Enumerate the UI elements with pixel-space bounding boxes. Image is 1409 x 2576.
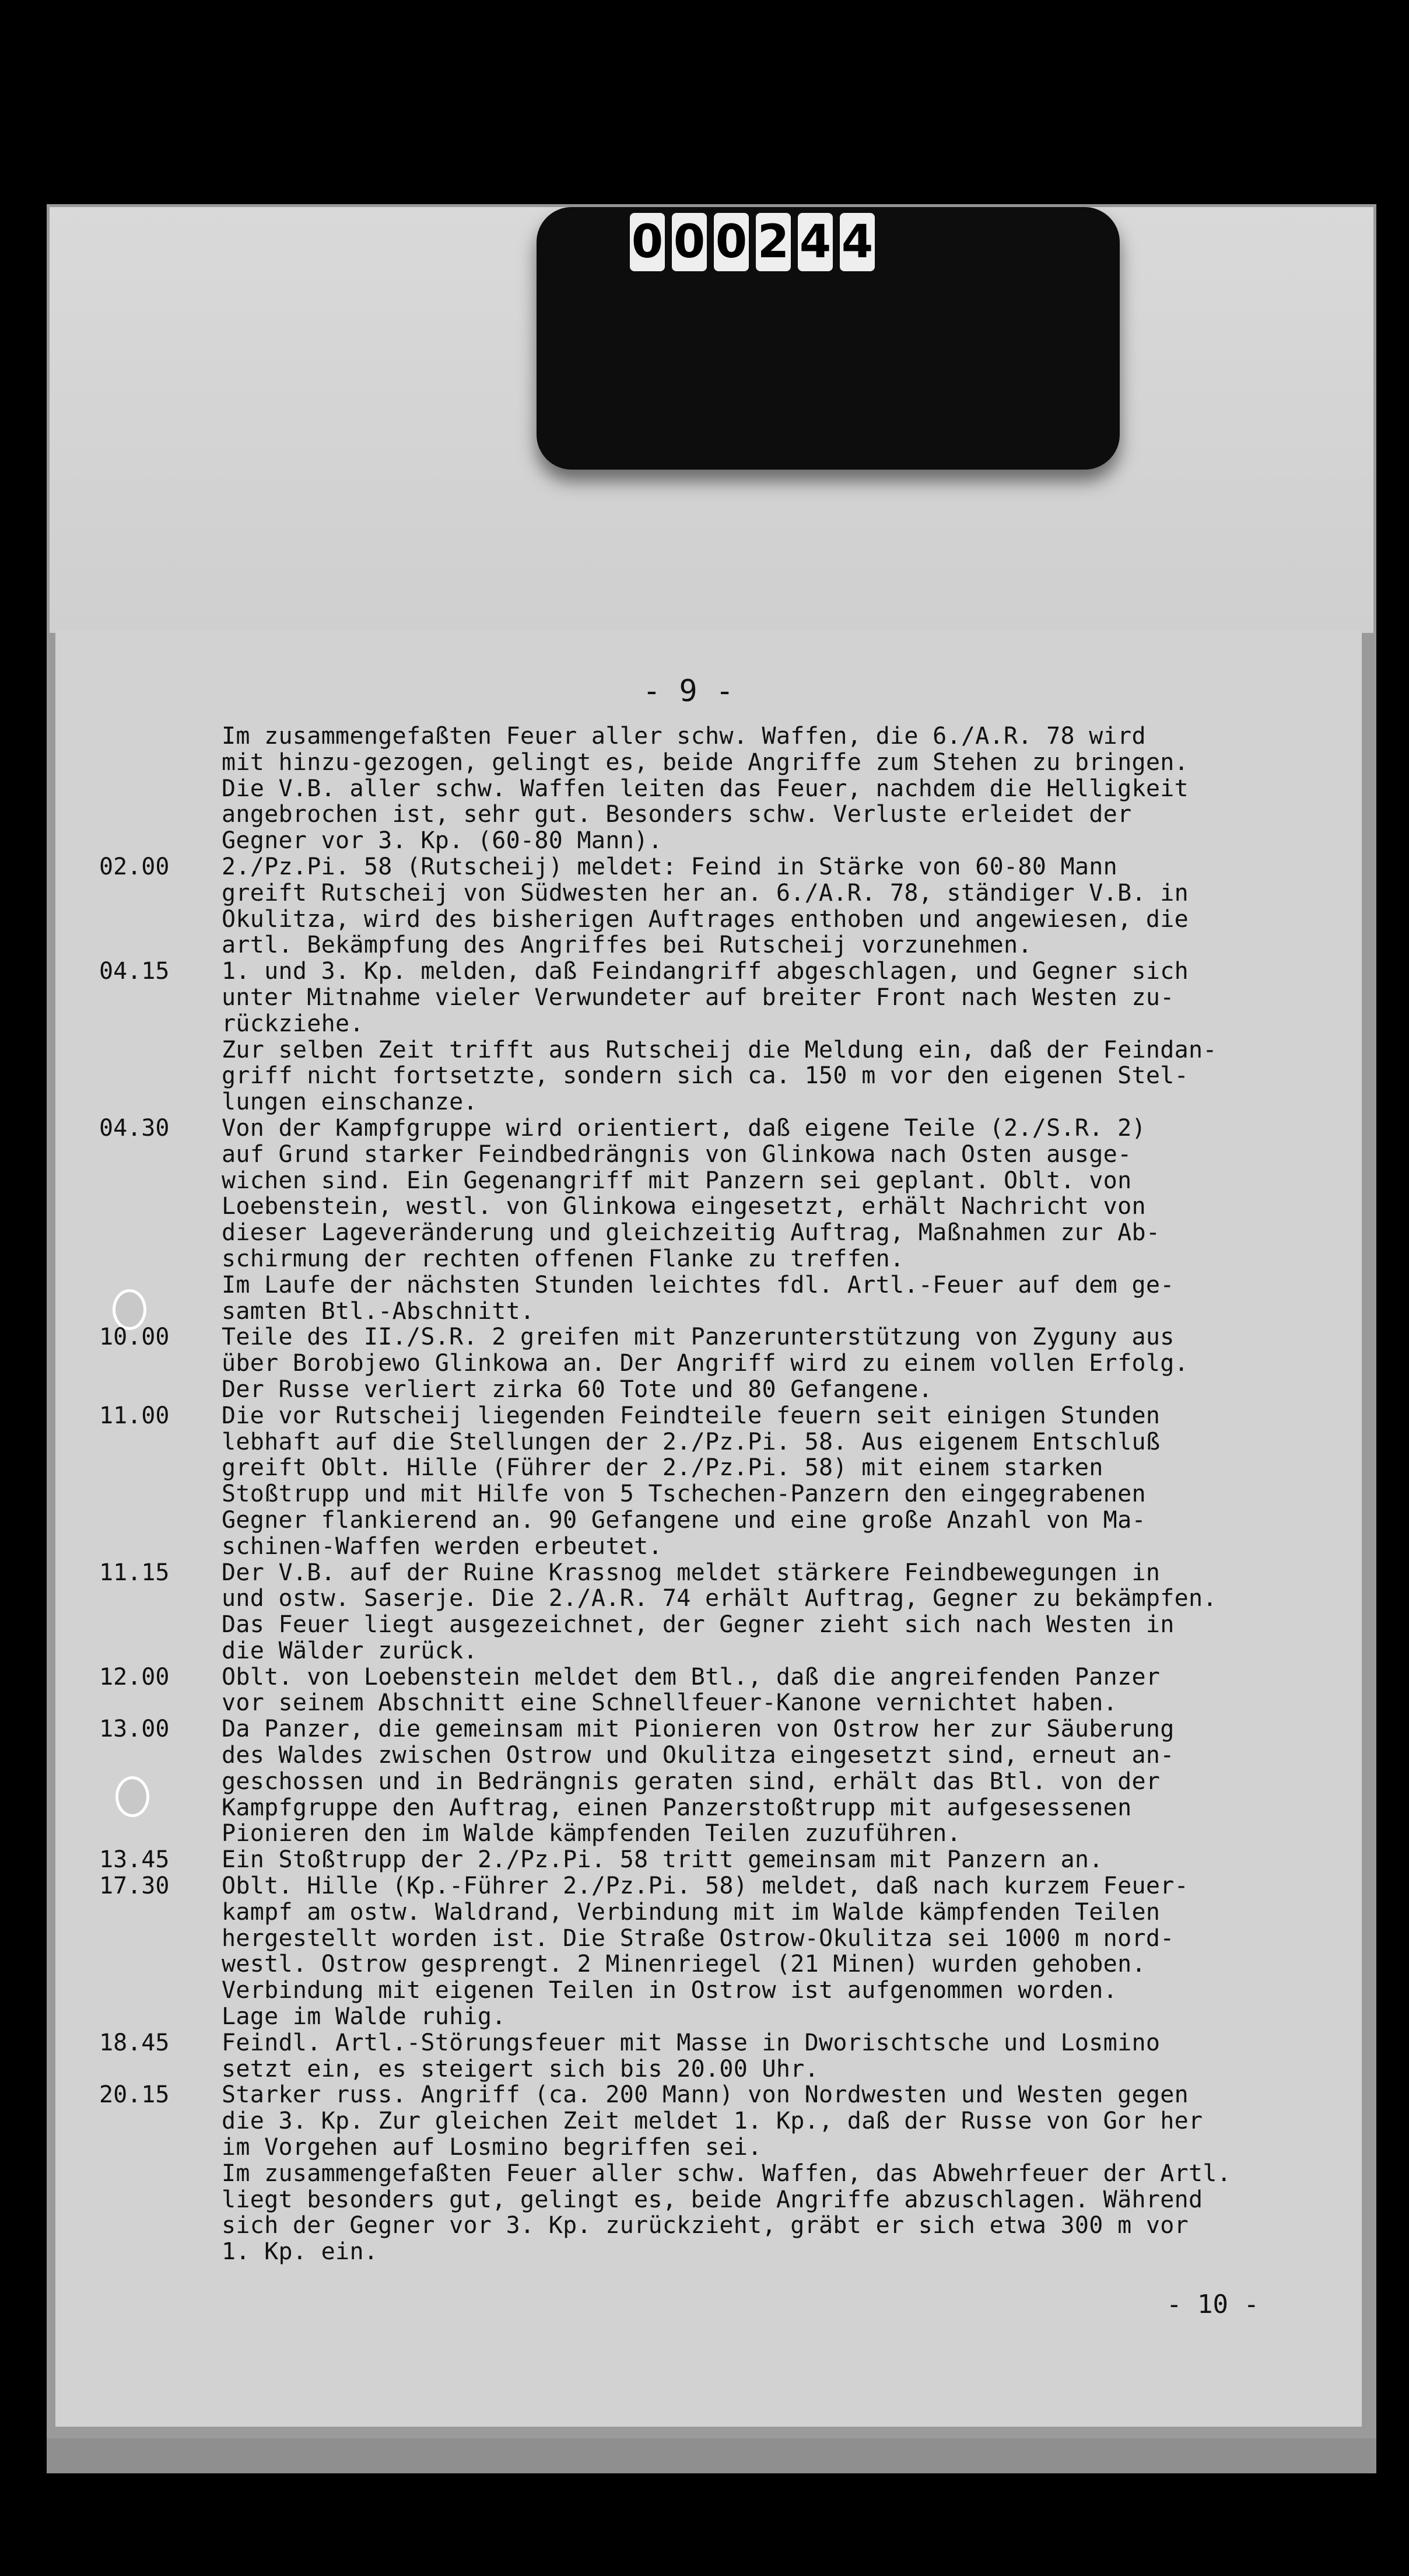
entry-text: Ein Stoßtrupp der 2./Pz.Pi. 58 tritt gemeinsam mit Panzern an. [222, 1846, 1103, 1874]
log-entry [99, 1324, 1347, 1402]
counter-digits [630, 213, 875, 283]
entry-text: Im zusammengefaßten Feuer aller schw. Waffen, die 6./A.R. 78 wird mit hinzu-gezogen, gelingt es, beide Angriffe zum Stehen zu bringen. Die V.B. aller schw. Waffen leiten das Feuer, nachdem die Helligkeit angebrochen ist, sehr gut. Besonders schw. Verluste erleidet der Gegner vor 3. Kp. (60-80 Mann). [222, 723, 1189, 855]
counter-digit: 4 [798, 213, 833, 271]
log-entry [99, 1560, 1347, 1664]
page-number: - 9 - [642, 674, 734, 709]
entry-text: Der V.B. auf der Ruine Krassnog meldet stärkere Feindbewegungen in und ostw. Saserje. Die 2./A.R. 74 erhält Auftrag, Gegner zu bekämpfen. Das Feuer liegt ausgezeichnet, der Gegner zieht sich nach Westen in die Wälder zurück. [222, 1559, 1217, 1664]
log-entry [99, 1716, 1347, 1847]
entry-time: 17.30 [99, 1873, 170, 1900]
entry-text: 1. und 3. Kp. melden, daß Feindangriff abgeschlagen, und Gegner sich unter Mitnahme vieler Verwundeter auf breiter Front nach Westen zu- rückziehe. Zur selben Zeit trifft aus Rutscheij die Meldung ein, daß der Feindan- griff nicht fortsetzte, sondern sich ca. 150 m vor den eigenen Stel- lungen einschanze. [222, 958, 1217, 1116]
entry-time: 11.00 [99, 1402, 170, 1429]
counter-digit: 0 [672, 213, 707, 271]
log-entry [99, 1115, 1347, 1324]
entry-time: 10.00 [99, 1324, 170, 1351]
counter-digit: 0 [714, 213, 749, 271]
entry-time: 20.15 [99, 2081, 170, 2109]
log-entry [99, 1664, 1347, 1717]
log-entry [99, 854, 1347, 958]
log-entry [99, 1403, 1347, 1560]
entry-text: Da Panzer, die gemeinsam mit Pionieren von Ostrow her zur Säuberung des Waldes zwischen Ostrow und Okulitza eingesetzt sind, erneut an- geschossen und in Bedrängnis geraten sind, erhält das Btl. von der Kampfgruppe den Auftrag, einen Panzerstoßtrupp mit aufgesessenen Pionieren den im Walde kämpfenden Teilen zuzuführen. [222, 1716, 1175, 1847]
entry-text: Oblt. Hille (Kp.-Führer 2./Pz.Pi. 58) meldet, daß nach kurzem Feuer- kampf am ostw. Waldrand, Verbindung mit im Walde kämpfenden Teilen hergestellt worden ist. Die Straße Ostrow-Okulitza sei 1000 m nord- westl. Ostrow gesprengt. 2 Minenriegel (21 Minen) wurden gehoben. Verbindung mit eigenen Teilen in Ostrow ist aufgenommen worden. Lage im Walde ruhig. [222, 1873, 1189, 2031]
entry-text: 2./Pz.Pi. 58 (Rutscheij) meldet: Feind in Stärke von 60-80 Mann greift Rutscheij von Südwesten her an. 6./A.R. 78, ständiger V.B. in Okulitza, wird des bisherigen Auftrages enthoben und angewiesen, die artl. Bekämpfung des Angriffes bei Rutscheij vorzunehmen. [222, 853, 1189, 959]
counter-digit: 2 [756, 213, 791, 271]
log-entry [99, 1847, 1347, 1873]
entry-time: 04.15 [99, 958, 170, 985]
entry-time: 04.30 [99, 1114, 170, 1142]
entry-time [99, 723, 222, 854]
entry-time: 11.15 [99, 1559, 170, 1586]
entry-time: 13.00 [99, 1716, 170, 1743]
entry-time: 12.00 [99, 1663, 170, 1690]
counter-digit: 4 [840, 213, 875, 271]
film-bottom-band [47, 2438, 1376, 2473]
frame-counter [537, 207, 1120, 470]
entry-text: Von der Kampfgruppe wird orientiert, daß eigene Teile (2./S.R. 2) auf Grund starker Feindbedrängnis von Glinkowa nach Osten ausge- wichen sind. Ein Gegenangriff mit Panzern sei geplant. Oblt. von Loebenstein, westl. von Glinkowa eingesetzt, erhält Nachricht von dieser Lageveränderung und gleichzeitig Auftrag, Maßnahmen zur Ab- schirmung der rechten offenen Flanke zu treffen. Im Laufe der nächsten Stunden leichtes fdl. Artl.-Feuer auf dem ge- samten Btl.-Abschnitt. [222, 1114, 1175, 1325]
entry-text: Teile des II./S.R. 2 greifen mit Panzerunterstützung von Zyguny aus über Borobjewo Glinkowa an. Der Angriff wird zu einem vollen Erfolg. Der Russe verliert zirka 60 Tote und 80 Gefangene. [222, 1324, 1189, 1403]
log-entry [99, 2082, 1347, 2265]
entry-text: Feindl. Artl.-Störungsfeuer mit Masse in Dworischtsche und Losmino setzt ein, es steigert sich bis 20.00 Uhr. [222, 2029, 1161, 2082]
entry-text: Starker russ. Angriff (ca. 200 Mann) von Nordwesten und Westen gegen die 3. Kp. Zur gleichen Zeit meldet 1. Kp., daß der Russe von Gor her im Vorgehen auf Losmino begriffen sei. Im zusammengefaßten Feuer aller schw. Waffen, das Abwehrfeuer der Artl. liegt besonders gut, gelingt es, beide Angriffe abzuschlagen. Während sich der Gegner vor 3. Kp. zurückzieht, gräbt er sich etwa 300 m vor 1. Kp. ein. [222, 2081, 1232, 2266]
log-entry [99, 2030, 1347, 2082]
entry-time: 18.45 [99, 2029, 170, 2056]
log-entry [99, 1873, 1347, 2030]
counter-digit: 0 [630, 213, 665, 271]
entry-text: Die vor Rutscheij liegenden Feindteile feuern seit einigen Stunden lebhaft auf die Stellungen der 2./Pz.Pi. 58. Aus eigenem Entschluß greift Oblt. Hille (Führer der 2./Pz.Pi. 58) mit einem starken Stoßtrupp und mit Hilfe von 5 Tschechen-Panzern den eingegrabenen Gegner flankierend an. 90 Gefangene und eine große Anzahl von Ma- schinen-Waffen werden erbeutet. [222, 1402, 1161, 1560]
log-entry [99, 723, 1347, 854]
log-entries [99, 723, 1347, 2265]
entry-text: Oblt. von Loebenstein meldet dem Btl., daß die angreifenden Panzer vor seinem Abschnitt eine Schnellfeuer-Kanone vernichtet haben. [222, 1663, 1161, 1717]
entry-time: 13.45 [99, 1846, 170, 1874]
log-entry [99, 958, 1347, 1115]
next-page-marker: - 10 - [1166, 2290, 1259, 2319]
entry-time: 02.00 [99, 853, 170, 880]
